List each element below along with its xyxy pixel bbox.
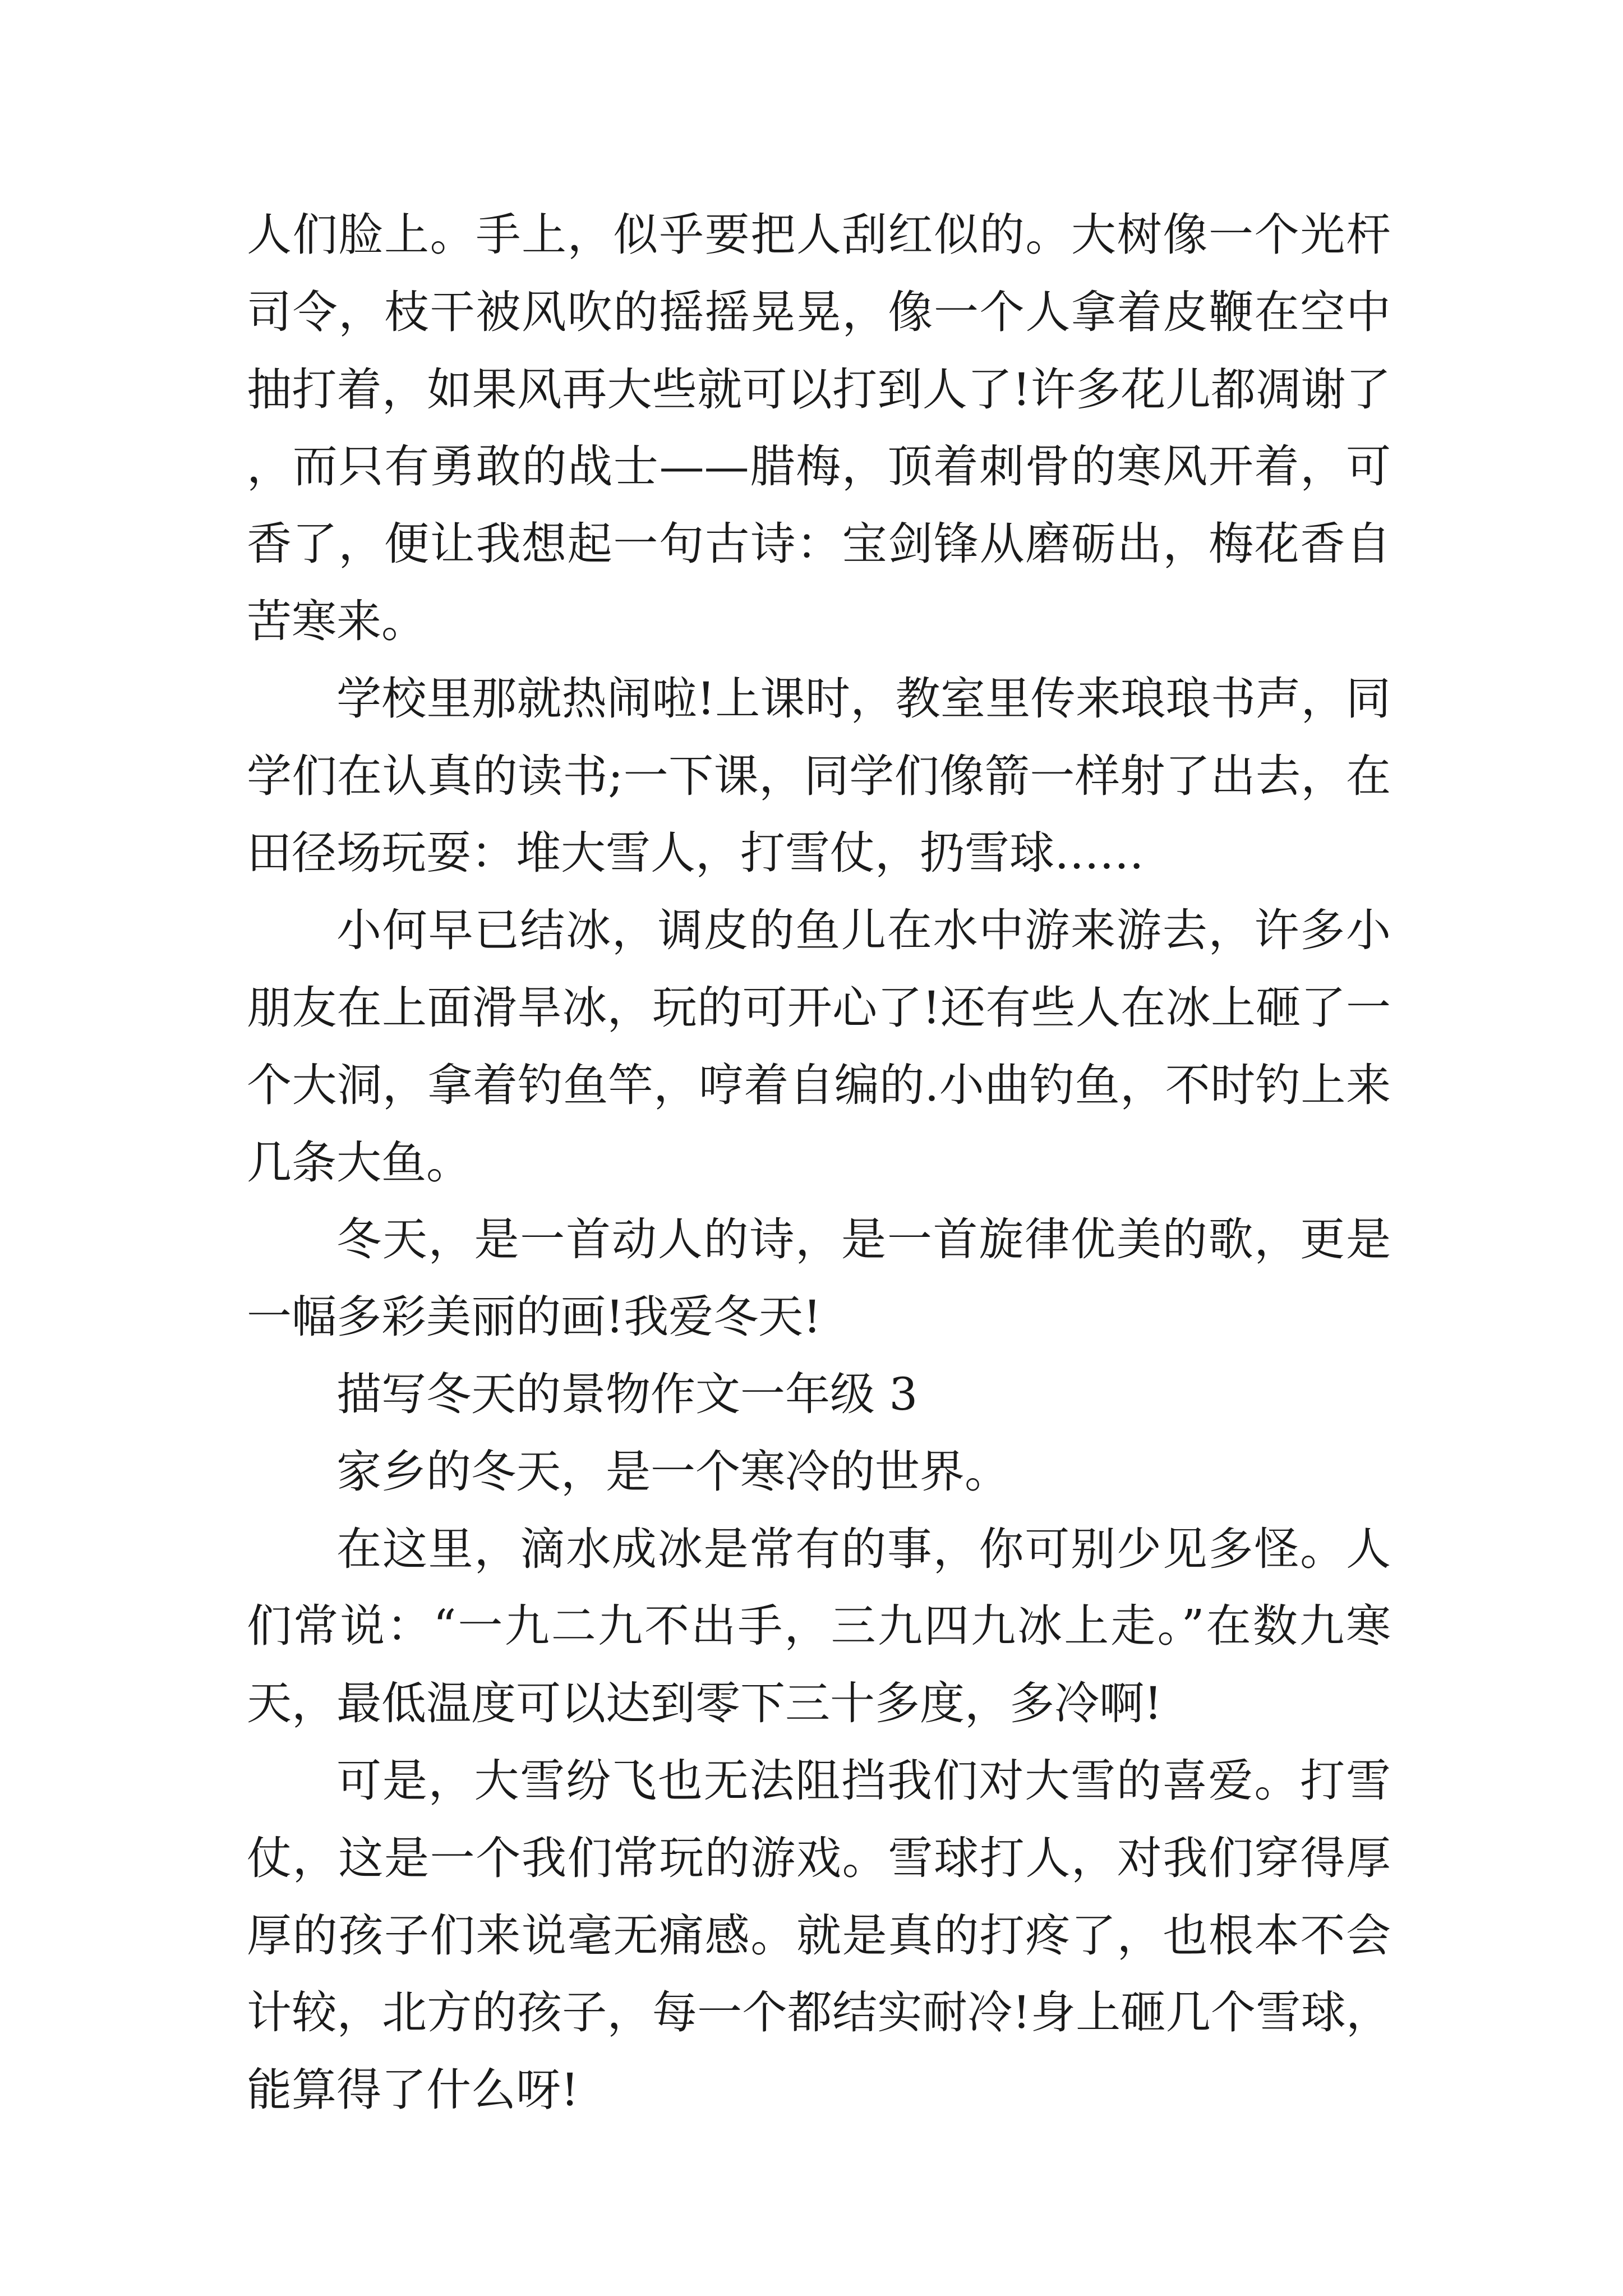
section-heading: 描写冬天的景物作文一年级 3 [336, 1368, 918, 1420]
paragraph-4: 冬天，是一首动人的诗，是一首旋律优美的歌，更是一幅多彩美丽的画!我爱冬天! [247, 1213, 1391, 1343]
body-text [247, 196, 1391, 2129]
paragraph-7: 可是，大雪纷飞也无法阻挡我们对大雪的喜爱。打雪仗，这是一个我们常玩的游戏。雪球打人，对我们穿得厚厚的孩子们来说毫无痛感。就是真的打疼了，也根本不会计较，北方的孩子，每一个都结实耐冷!身上砸几个雪球，能算得了什么呀! [247, 1754, 1391, 2116]
paragraph-2: 学校里那就热闹啦!上课时，教室里传来琅琅书声，同学们在认真的读书;一下课，同学们像箭一样射了出去，在田径场玩耍：堆大雪人，打雪仗，扔雪球…… [247, 672, 1391, 880]
paragraph-5: 家乡的冬天，是一个寒冷的世界。 [336, 1445, 1009, 1498]
paragraph-6: 在这里，滴水成冰是常有的事，你可别少见多怪。人们常说：“一九二九不出手，三九四九冰上走。”在数九寒天，最低温度可以达到零下三十多度，多冷啊! [247, 1522, 1391, 1730]
paragraph-1: 人们脸上。手上，似乎要把人刮红似的。大树像一个光杆司令，枝干被风吹的摇摇晃晃，像一个人拿着皮鞭在空中抽打着，如果风再大些就可以打到人了!许多花儿都凋谢了，而只有勇敢的战士——腊梅，顶着刺骨的寒风开着，可香了，便让我想起一句古诗：宝剑锋从磨砺出，梅花香自苦寒来。 [247, 209, 1391, 647]
paragraph-3: 小何早已结冰，调皮的鱼儿在水中游来游去，许多小朋友在上面滑旱冰，玩的可开心了!还有些人在冰上砸了一个大洞，拿着钓鱼竿，哼着自编的.小曲钓鱼，不时钓上来几条大鱼。 [247, 904, 1391, 1189]
